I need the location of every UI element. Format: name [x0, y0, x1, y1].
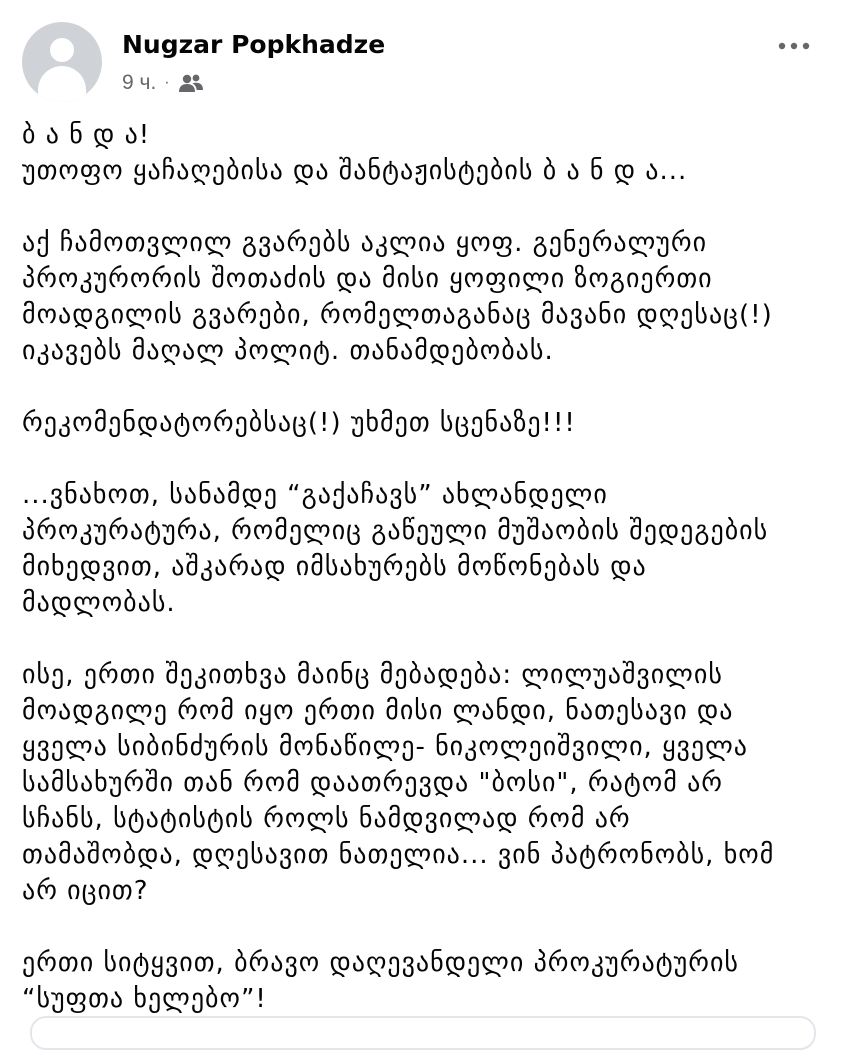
post-text: [22, 117, 822, 1053]
post-text-line: ...ვნახოთ, სანამდე “გაქაჩავს” ახლანდელი: [22, 480, 608, 510]
post-paragraph: [22, 225, 822, 369]
avatar[interactable]: [22, 22, 102, 102]
post-text-line: “სუფთა ხელებო”!: [22, 984, 267, 1014]
post-text-line: პროკურორის შოთაძის და მისი ყოფილი ზოგიერთი: [22, 264, 713, 294]
post-text-line: ისე, ერთი შეკითხვა მაინც მებადება: ლილუაშვილის: [22, 660, 723, 690]
post-paragraph: [22, 657, 822, 909]
post-text-line: ერთი სიტყვით, ბრავო დაღევანდელი პროკურატურის: [22, 948, 739, 978]
post-paragraph: [22, 477, 822, 621]
post-text-line: სამსახურში თან რომ დაათრევდა "ბოსი", რატომ არ: [22, 768, 723, 798]
reactions-bar-edge: [30, 1016, 816, 1050]
post-paragraph: [22, 945, 822, 1017]
post-paragraph: [22, 405, 822, 441]
post-text-line: უთოფო ყაჩაღებისა და შანტაჟისტების ბ ა ნ დ ა...: [22, 156, 688, 186]
post-text-line: ყველა სიბინძურის მონაწილე- ნიკოლეიშვილი, ყველა: [22, 732, 748, 762]
post-text-line: ბ ა ნ დ ა!: [22, 120, 151, 150]
post-text-line: რეკომენდატორებსაც(!) უხმეთ სცენაზე!!!: [22, 408, 576, 438]
post-text-line: სჩანს, სტატისტის როლს ნამდვილად რომ არ: [22, 804, 631, 834]
avatar-body-shape: [38, 66, 86, 102]
post-text-line: მოადგილის გვარები, რომელთაგანაც მავანი დღესაც(!): [22, 300, 773, 330]
post-text-line: პროკურატურა, რომელიც გაწეული მუშაობის შედეგების: [22, 516, 769, 546]
post-text-line: არ იცით?: [22, 876, 149, 906]
post-header: [22, 22, 822, 104]
post-meta: [122, 70, 204, 96]
meta-separator: ·: [164, 74, 170, 91]
friends-icon[interactable]: [178, 73, 204, 93]
avatar-head-shape: [50, 38, 74, 62]
post-text-line: აქ ჩამოთვლილ გვარებს აკლია ყოფ. გენერალური: [22, 228, 708, 258]
post-text-line: იკავებს მაღალ პოლიტ. თანამდებობას.: [22, 336, 554, 366]
post-text-line: მადლობას.: [22, 588, 176, 618]
post-time[interactable]: 9 ч.: [122, 71, 157, 94]
post-paragraph: [22, 117, 822, 189]
author-name[interactable]: Nugzar Popkhadze: [122, 30, 386, 59]
post-text-line: მოადგილე რომ იყო ერთი მისი ლანდი, ნათესავი და: [22, 696, 734, 726]
more-options-icon[interactable]: [774, 36, 814, 56]
post-text-line: თამაშობდა, დღესავით ნათელია... ვინ პატრონობს, ხომ: [22, 840, 775, 870]
post-text-line: მიხედვით, აშკარად იმსახურებს მოწონებას და: [22, 552, 647, 582]
